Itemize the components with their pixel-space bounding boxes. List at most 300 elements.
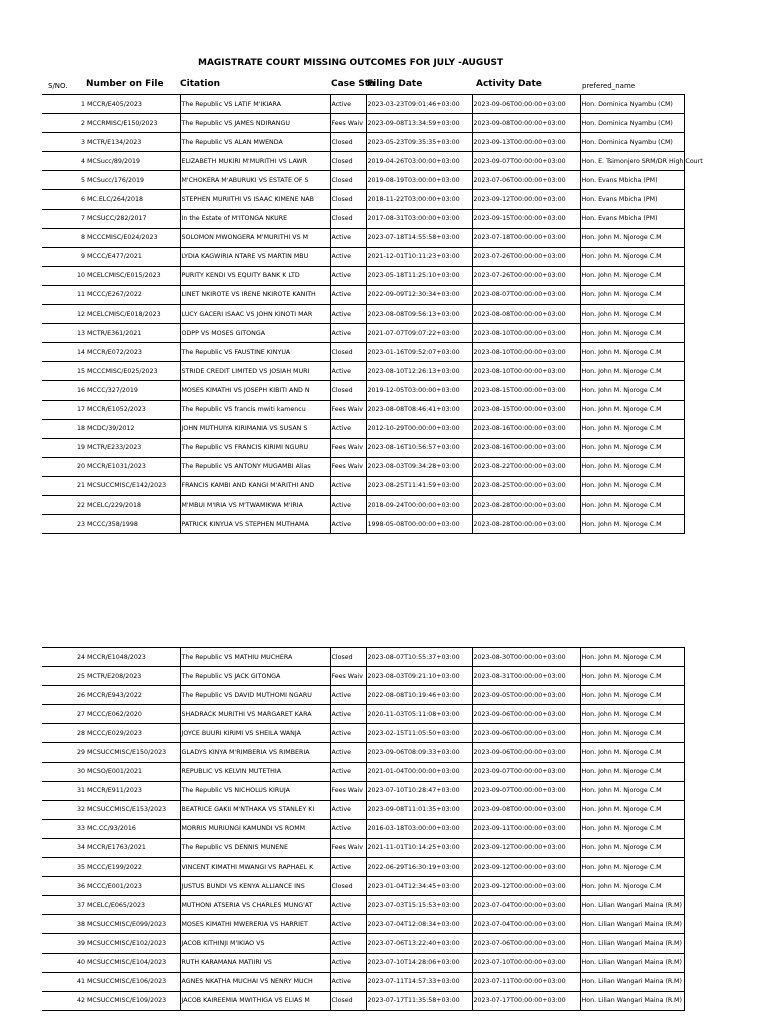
citation: The Republic VS LATIF M'IKIARA <box>180 95 330 114</box>
filing-date: 2016-03-18T03:00:00+03:00 <box>366 819 472 838</box>
row-sno: 35 <box>42 858 86 877</box>
case-status: Active <box>330 858 366 877</box>
citation: VINCENT KIMATHI MWANGI VS RAPHAEL K <box>180 858 330 877</box>
filing-date: 2022-08-08T10:19:46+03:00 <box>366 686 472 705</box>
case-number: MCSO/E001/2021 <box>86 762 180 781</box>
citation: The Republic VS ANTONY MUGAMBI Alias <box>180 457 330 476</box>
citation: ODPP VS MOSES GITONGA <box>180 324 330 343</box>
case-number: MCCC/358/1998 <box>86 515 180 534</box>
citation: MOSES KIMATHI MWERERIA VS HARRIET <box>180 915 330 934</box>
report-title: MAGISTRATE COURT MISSING OUTCOMES FOR JULY -AUGUST <box>198 58 504 68</box>
case-status: Fees Waiv <box>330 781 366 800</box>
activity-date: 2023-08-08T00:00:00+03:00 <box>472 305 580 324</box>
case-status: Fees Waiv <box>330 400 366 419</box>
filing-date: 2023-07-10T10:28:47+03:00 <box>366 781 472 800</box>
row-sno: 22 <box>42 495 86 514</box>
case-status: Active <box>330 324 366 343</box>
row-sno: 17 <box>42 400 86 419</box>
case-number: MCTR/E134/2023 <box>86 133 180 152</box>
prefered-name: Hon. John M. Njoroge C.M <box>580 457 684 476</box>
citation: MUTHONI ATSERIA VS CHARLES MUNG'AT <box>180 896 330 915</box>
table-row <box>42 877 684 896</box>
table-row <box>42 667 684 686</box>
citation: The Republic VS MATHIU MUCHERA <box>180 648 330 667</box>
filing-date: 2023-08-08T08:46:41+03:00 <box>366 400 472 419</box>
case-status: Active <box>330 362 366 381</box>
activity-date: 2023-08-22T00:00:00+03:00 <box>472 457 580 476</box>
filing-date: 2023-07-06T13:22:40+03:00 <box>366 934 472 953</box>
case-status: Active <box>330 724 366 743</box>
prefered-name: Hon. Lilian Wangari Maina (R.M) <box>580 991 684 1010</box>
row-sno: 10 <box>42 266 86 285</box>
activity-date: 2023-09-12T00:00:00+03:00 <box>472 838 580 857</box>
case-status: Active <box>330 705 366 724</box>
citation: ELIZABETH MUKIRI M'MURITHI VS LAWR <box>180 152 330 171</box>
filing-date: 2019-04-26T03:00:00+03:00 <box>366 152 472 171</box>
table-row <box>42 515 684 534</box>
header-case-status: Case Sta <box>331 79 376 89</box>
case-status: Fees Waiv <box>330 457 366 476</box>
case-number: MCCR/E1031/2023 <box>86 457 180 476</box>
case-number: MCCC/E062/2020 <box>86 705 180 724</box>
case-number: MCCC/E001/2023 <box>86 877 180 896</box>
row-sno: 23 <box>42 515 86 534</box>
citation: The Republic VS JAMES NDIRANGU <box>180 114 330 133</box>
prefered-name: Hon. John M. Njoroge C.M <box>580 266 684 285</box>
citation: LYDIA KAGWIRIA NTARE VS MARTIN MBU <box>180 247 330 266</box>
case-number: MCTR/E233/2023 <box>86 438 180 457</box>
citation: JOHN MUTHUIYA KIRIMANIA VS SUSAN S <box>180 419 330 438</box>
case-number: MCELC/E065/2023 <box>86 896 180 915</box>
citation: The Republic VS FAUSTINE KINYUA <box>180 343 330 362</box>
activity-date: 2023-09-12T00:00:00+03:00 <box>472 877 580 896</box>
filing-date: 2023-03-23T09:01:46+03:00 <box>366 95 472 114</box>
outcomes-table-part-1 <box>42 94 703 534</box>
citation: STRIDE CREDIT LIMITED VS JOSIAH MURI <box>180 362 330 381</box>
row-sno: 4 <box>42 152 86 171</box>
prefered-name: Hon. John M. Njoroge C.M <box>580 762 684 781</box>
case-number: MCCC/E029/2023 <box>86 724 180 743</box>
filing-date: 2023-07-18T14:55:58+03:00 <box>366 228 472 247</box>
citation: FRANCIS KAMBI AND KANGI M'ARITHI AND <box>180 476 330 495</box>
citation: JACOB KITHINJI M'IKIAO VS <box>180 934 330 953</box>
filing-date: 2019-08-19T03:00:00+03:00 <box>366 171 472 190</box>
case-number: MCSUCCMISC/E150/2023 <box>86 743 180 762</box>
row-sno: 16 <box>42 381 86 400</box>
citation: JUSTUS BUNDI VS KENYA ALLIANCE INS <box>180 877 330 896</box>
case-number: MCCR/E1763/2021 <box>86 838 180 857</box>
activity-date: 2023-07-18T00:00:00+03:00 <box>472 228 580 247</box>
case-status: Closed <box>330 171 366 190</box>
table-row <box>42 247 684 266</box>
filing-date: 2018-09-24T00:00:00+03:00 <box>366 495 472 514</box>
row-sno: 25 <box>42 667 86 686</box>
prefered-name: Hon. John M. Njoroge C.M <box>580 819 684 838</box>
case-number: MCTR/E361/2021 <box>86 324 180 343</box>
case-status: Active <box>330 228 366 247</box>
case-number: MCCC/E267/2022 <box>86 285 180 304</box>
case-number: MCCR/E072/2023 <box>86 343 180 362</box>
case-status: Active <box>330 686 366 705</box>
activity-date: 2023-09-06T00:00:00+03:00 <box>472 95 580 114</box>
filing-date: 2019-12-05T03:00:00+03:00 <box>366 381 472 400</box>
case-status: Active <box>330 495 366 514</box>
case-status: Closed <box>330 152 366 171</box>
case-status: Active <box>330 953 366 972</box>
case-status: Active <box>330 743 366 762</box>
filing-date: 2020-11-03T05:11:08+03:00 <box>366 705 472 724</box>
row-sno: 30 <box>42 762 86 781</box>
prefered-name: Hon. John M. Njoroge C.M <box>580 838 684 857</box>
table-row <box>42 838 684 857</box>
row-sno: 18 <box>42 419 86 438</box>
row-sno: 26 <box>42 686 86 705</box>
prefered-name: Hon. John M. Njoroge C.M <box>580 305 684 324</box>
case-number: MCCC/E477/2021 <box>86 247 180 266</box>
activity-date: 2023-09-15T00:00:00+03:00 <box>472 209 580 228</box>
row-sno: 9 <box>42 247 86 266</box>
filing-date: 2021-01-04T00:00:00+03:00 <box>366 762 472 781</box>
filing-date: 2023-01-16T09:52:07+03:00 <box>366 343 472 362</box>
case-number: MCSUCCMISC/E104/2023 <box>86 953 180 972</box>
case-number: MCSUCCMISC/E106/2023 <box>86 972 180 991</box>
header-activity-date: Activity Date <box>476 79 542 89</box>
prefered-name: Hon. John M. Njoroge C.M <box>580 381 684 400</box>
citation: The Republic VS FRANCIS KIRIMI NGURU <box>180 438 330 457</box>
citation: MORRIS MURIUNGI KAMUNDI VS ROMM <box>180 819 330 838</box>
activity-date: 2023-09-06T00:00:00+03:00 <box>472 724 580 743</box>
citation: BEATRICE GAKII M'NTHAKA VS STANLEY KI <box>180 800 330 819</box>
case-status: Fees Waiv <box>330 667 366 686</box>
row-sno: 34 <box>42 838 86 857</box>
table-row <box>42 819 684 838</box>
prefered-name: Hon. Evans Mbicha (PM) <box>580 209 684 228</box>
case-status: Active <box>330 800 366 819</box>
activity-date: 2023-08-28T00:00:00+03:00 <box>472 515 580 534</box>
activity-date: 2023-09-12T00:00:00+03:00 <box>472 858 580 877</box>
row-sno: 31 <box>42 781 86 800</box>
filing-date: 2023-05-23T09:35:35+03:00 <box>366 133 472 152</box>
table-row <box>42 915 684 934</box>
activity-date: 2023-08-16T00:00:00+03:00 <box>472 438 580 457</box>
row-sno: 11 <box>42 285 86 304</box>
case-number: MCSUCCMISC/E142/2023 <box>86 476 180 495</box>
table-row <box>42 781 684 800</box>
row-sno: 28 <box>42 724 86 743</box>
row-sno: 42 <box>42 991 86 1010</box>
prefered-name: Hon. John M. Njoroge C.M <box>580 515 684 534</box>
citation: The Republic VS DAVID MUTHOMI NGARU <box>180 686 330 705</box>
case-number: MCCR/E1048/2023 <box>86 648 180 667</box>
row-sno: 1 <box>42 95 86 114</box>
prefered-name: Hon. Evans Mbicha (PM) <box>580 190 684 209</box>
filing-date: 2023-08-03T09:21:10+03:00 <box>366 667 472 686</box>
case-status: Active <box>330 285 366 304</box>
case-status: Active <box>330 419 366 438</box>
case-status: Closed <box>330 133 366 152</box>
activity-date: 2023-07-17T00:00:00+03:00 <box>472 991 580 1010</box>
table-row <box>42 858 684 877</box>
case-status: Closed <box>330 190 366 209</box>
prefered-name: Hon. John M. Njoroge C.M <box>580 228 684 247</box>
prefered-name: Hon. John M. Njoroge C.M <box>580 743 684 762</box>
case-status: Active <box>330 515 366 534</box>
filing-date: 2023-05-18T11:25:10+03:00 <box>366 266 472 285</box>
filing-date: 2023-09-08T11:01:35+03:00 <box>366 800 472 819</box>
citation: REPUBLIC VS KELVIN MUTETHIA <box>180 762 330 781</box>
prefered-name: Hon. John M. Njoroge C.M <box>580 686 684 705</box>
row-sno: 7 <box>42 209 86 228</box>
activity-date: 2023-09-07T00:00:00+03:00 <box>472 781 580 800</box>
citation: The Republic VS DENNIS MUNENE <box>180 838 330 857</box>
activity-date: 2023-07-06T00:00:00+03:00 <box>472 934 580 953</box>
header-prefered-name: prefered_name <box>582 82 636 90</box>
citation: STEPHEN MURIITHI VS ISAAC KIMENE NAB <box>180 190 330 209</box>
table-row <box>42 972 684 991</box>
table-row <box>42 419 684 438</box>
filing-date: 2023-07-03T15:15:53+03:00 <box>366 896 472 915</box>
row-sno: 12 <box>42 305 86 324</box>
case-status: Active <box>330 476 366 495</box>
prefered-name: Hon. John M. Njoroge C.M <box>580 495 684 514</box>
row-sno: 41 <box>42 972 86 991</box>
activity-date: 2023-08-10T00:00:00+03:00 <box>472 324 580 343</box>
case-number: MCSucc/89/2019 <box>86 152 180 171</box>
table-row <box>42 362 684 381</box>
case-status: Active <box>330 972 366 991</box>
activity-date: 2023-09-07T00:00:00+03:00 <box>472 152 580 171</box>
header-filing-date: Filing Date <box>367 79 423 89</box>
table-row <box>42 953 684 972</box>
prefered-name: Hon. E. Tsimonjero SRM/DR High Court <box>580 152 684 171</box>
filing-date: 2023-08-08T09:56:13+03:00 <box>366 305 472 324</box>
citation: The Republic VS ALAN MWENDA <box>180 133 330 152</box>
case-status: Active <box>330 896 366 915</box>
activity-date: 2023-09-13T00:00:00+03:00 <box>472 133 580 152</box>
case-status: Active <box>330 819 366 838</box>
case-status: Active <box>330 915 366 934</box>
prefered-name: Hon. John M. Njoroge C.M <box>580 362 684 381</box>
filing-date: 1998-05-08T00:00:00+03:00 <box>366 515 472 534</box>
table-row <box>42 324 684 343</box>
prefered-name: Hon. Dominica Nyambu (CM) <box>580 133 684 152</box>
filing-date: 2017-08-31T03:00:00+03:00 <box>366 209 472 228</box>
activity-date: 2023-08-31T00:00:00+03:00 <box>472 667 580 686</box>
case-number: MCSUCCMISC/E099/2023 <box>86 915 180 934</box>
activity-date: 2023-09-08T00:00:00+03:00 <box>472 800 580 819</box>
activity-date: 2023-07-04T00:00:00+03:00 <box>472 915 580 934</box>
activity-date: 2023-07-11T00:00:00+03:00 <box>472 972 580 991</box>
case-number: MCSUCC/282/2017 <box>86 209 180 228</box>
row-sno: 36 <box>42 877 86 896</box>
table-row <box>42 896 684 915</box>
table-row <box>42 438 684 457</box>
activity-date: 2023-08-28T00:00:00+03:00 <box>472 495 580 514</box>
prefered-name: Hon. Evans Mbicha (PM) <box>580 171 684 190</box>
activity-date: 2023-09-06T00:00:00+03:00 <box>472 705 580 724</box>
citation: MOSES KIMATHI VS JOSEPH KIBITI AND N <box>180 381 330 400</box>
case-number: MCCC/E199/2022 <box>86 858 180 877</box>
activity-date: 2023-08-10T00:00:00+03:00 <box>472 362 580 381</box>
row-sno: 15 <box>42 362 86 381</box>
activity-date: 2023-07-26T00:00:00+03:00 <box>472 266 580 285</box>
case-number: MCELCMISC/E018/2023 <box>86 305 180 324</box>
table-row <box>42 400 684 419</box>
filing-date: 2023-09-06T08:09:33+03:00 <box>366 743 472 762</box>
table-row <box>42 152 684 171</box>
case-status: Closed <box>330 381 366 400</box>
case-number: MCCR/E1052/2023 <box>86 400 180 419</box>
prefered-name: Hon. John M. Njoroge C.M <box>580 648 684 667</box>
case-number: MCCR/E405/2023 <box>86 95 180 114</box>
row-sno: 40 <box>42 953 86 972</box>
activity-date: 2023-07-26T00:00:00+03:00 <box>472 247 580 266</box>
table-row <box>42 190 684 209</box>
case-number: MCELC/229/2018 <box>86 495 180 514</box>
citation: LINET NKIROTE VS IRENE NKIROTE KANITH <box>180 285 330 304</box>
table-row <box>42 209 684 228</box>
header-citation: Citation <box>180 79 221 89</box>
filing-date: 2022-09-09T12:30:34+03:00 <box>366 285 472 304</box>
table-row <box>42 171 684 190</box>
row-sno: 14 <box>42 343 86 362</box>
row-sno: 29 <box>42 743 86 762</box>
table-row <box>42 457 684 476</box>
prefered-name: Hon. John M. Njoroge C.M <box>580 400 684 419</box>
case-number: MCCC/327/2019 <box>86 381 180 400</box>
citation: The Republic VS JACK GITONGA <box>180 667 330 686</box>
prefered-name: Hon. Lilian Wangari Maina (R.M) <box>580 915 684 934</box>
filing-date: 2023-08-07T10:55:37+03:00 <box>366 648 472 667</box>
row-sno: 5 <box>42 171 86 190</box>
case-number: MCSucc/176/2019 <box>86 171 180 190</box>
filing-date: 2023-07-10T14:28:06+03:00 <box>366 953 472 972</box>
activity-date: 2023-08-15T00:00:00+03:00 <box>472 381 580 400</box>
case-number: MCELCMISC/E015/2023 <box>86 266 180 285</box>
row-sno: 37 <box>42 896 86 915</box>
table-row <box>42 285 684 304</box>
table-row <box>42 266 684 285</box>
activity-date: 2023-08-16T00:00:00+03:00 <box>472 419 580 438</box>
case-status: Closed <box>330 991 366 1010</box>
prefered-name: Hon. Lilian Wangari Maina (R.M) <box>580 934 684 953</box>
row-sno: 6 <box>42 190 86 209</box>
citation: The Republic VS francis mwiti kamencu <box>180 400 330 419</box>
case-number: MCCCMISC/E024/2023 <box>86 228 180 247</box>
citation: The Republic VS NICHOLUS KIRUJA <box>180 781 330 800</box>
prefered-name: Hon. John M. Njoroge C.M <box>580 419 684 438</box>
table-row <box>42 934 684 953</box>
prefered-name: Hon. John M. Njoroge C.M <box>580 724 684 743</box>
prefered-name: Hon. John M. Njoroge C.M <box>580 438 684 457</box>
citation: PATRICK KINYUA VS STEPHEN MUTHAMA <box>180 515 330 534</box>
table-row <box>42 133 684 152</box>
citation: AGNES NKATHA MUCHAI VS NENRY MUCH <box>180 972 330 991</box>
table-row <box>42 305 684 324</box>
prefered-name: Hon. Dominica Nyambu (CM) <box>580 95 684 114</box>
prefered-name: Hon. Lilian Wangari Maina (R.M) <box>580 972 684 991</box>
case-number: MCCCMISC/E025/2023 <box>86 362 180 381</box>
filing-date: 2023-08-10T12:26:13+03:00 <box>366 362 472 381</box>
table-row <box>42 686 684 705</box>
filing-date: 2023-09-08T13:34:59+03:00 <box>366 114 472 133</box>
citation: PURITY KENDI VS EQUITY BANK K LTD <box>180 266 330 285</box>
prefered-name: Hon. John M. Njoroge C.M <box>580 705 684 724</box>
citation: SOLOMON MWONGERA M'MURITHI VS M <box>180 228 330 247</box>
case-status: Fees Waiv <box>330 114 366 133</box>
table-row <box>42 743 684 762</box>
activity-date: 2023-09-06T00:00:00+03:00 <box>472 743 580 762</box>
row-sno: 27 <box>42 705 86 724</box>
case-status: Active <box>330 95 366 114</box>
prefered-name: Hon. John M. Njoroge C.M <box>580 858 684 877</box>
row-sno: 19 <box>42 438 86 457</box>
citation: JOYCE BUURI KIRIMI VS SHEILA WANJA <box>180 724 330 743</box>
case-status: Active <box>330 247 366 266</box>
activity-date: 2023-09-08T00:00:00+03:00 <box>472 114 580 133</box>
citation: M'CHOKERA M'ABURUKI VS ESTATE OF S <box>180 171 330 190</box>
filing-date: 2023-07-17T11:35:58+03:00 <box>366 991 472 1010</box>
row-sno: 24 <box>42 648 86 667</box>
case-number: MCCR/E943/2022 <box>86 686 180 705</box>
row-sno: 3 <box>42 133 86 152</box>
case-number: MCCRMISC/E150/2023 <box>86 114 180 133</box>
row-sno: 21 <box>42 476 86 495</box>
table-row <box>42 800 684 819</box>
activity-date: 2023-07-04T00:00:00+03:00 <box>472 896 580 915</box>
filing-date: 2022-06-29T16:30:19+03:00 <box>366 858 472 877</box>
case-number: MC.ELC/264/2018 <box>86 190 180 209</box>
prefered-name: Hon. John M. Njoroge C.M <box>580 667 684 686</box>
row-sno: 32 <box>42 800 86 819</box>
case-status: Closed <box>330 209 366 228</box>
filing-date: 2023-01-04T12:34:45+03:00 <box>366 877 472 896</box>
row-sno: 33 <box>42 819 86 838</box>
activity-date: 2023-07-06T00:00:00+03:00 <box>472 171 580 190</box>
row-sno: 8 <box>42 228 86 247</box>
row-sno: 13 <box>42 324 86 343</box>
case-number: MCSUCCMISC/E109/2023 <box>86 991 180 1010</box>
case-status: Fees Waiv <box>330 438 366 457</box>
filing-date: 2018-11-22T03:00:00+03:00 <box>366 190 472 209</box>
case-number: MC.CC/93/2016 <box>86 819 180 838</box>
activity-date: 2023-07-10T00:00:00+03:00 <box>472 953 580 972</box>
header-number-on-file: Number on File <box>86 79 164 89</box>
prefered-name: Hon. John M. Njoroge C.M <box>580 800 684 819</box>
activity-date: 2023-09-12T00:00:00+03:00 <box>472 190 580 209</box>
prefered-name: Hon. John M. Njoroge C.M <box>580 476 684 495</box>
table-row <box>42 114 684 133</box>
prefered-name: Hon. John M. Njoroge C.M <box>580 343 684 362</box>
prefered-name: Hon. Lilian Wangari Maina (R.M) <box>580 953 684 972</box>
citation: GLADYS KINYA M'RIMBERIA VS RIMBERIA <box>180 743 330 762</box>
citation: M'MBUI M'IRIA VS M'TWAMIKWA M'IRIA <box>180 495 330 514</box>
case-number: MCTR/E208/2023 <box>86 667 180 686</box>
table-row <box>42 705 684 724</box>
table-row <box>42 228 684 247</box>
case-status: Active <box>330 934 366 953</box>
outcomes-table-part-2 <box>42 647 685 1011</box>
row-sno: 39 <box>42 934 86 953</box>
citation: LUCY GACERI ISAAC VS JOHN KINOTI MAR <box>180 305 330 324</box>
activity-date: 2023-09-11T00:00:00+03:00 <box>472 819 580 838</box>
case-status: Fees Waiv <box>330 838 366 857</box>
table-row <box>42 648 684 667</box>
activity-date: 2023-08-25T00:00:00+03:00 <box>472 476 580 495</box>
table-row <box>42 343 684 362</box>
prefered-name: Hon. John M. Njoroge C.M <box>580 324 684 343</box>
filing-date: 2021-07-07T09:07:22+03:00 <box>366 324 472 343</box>
